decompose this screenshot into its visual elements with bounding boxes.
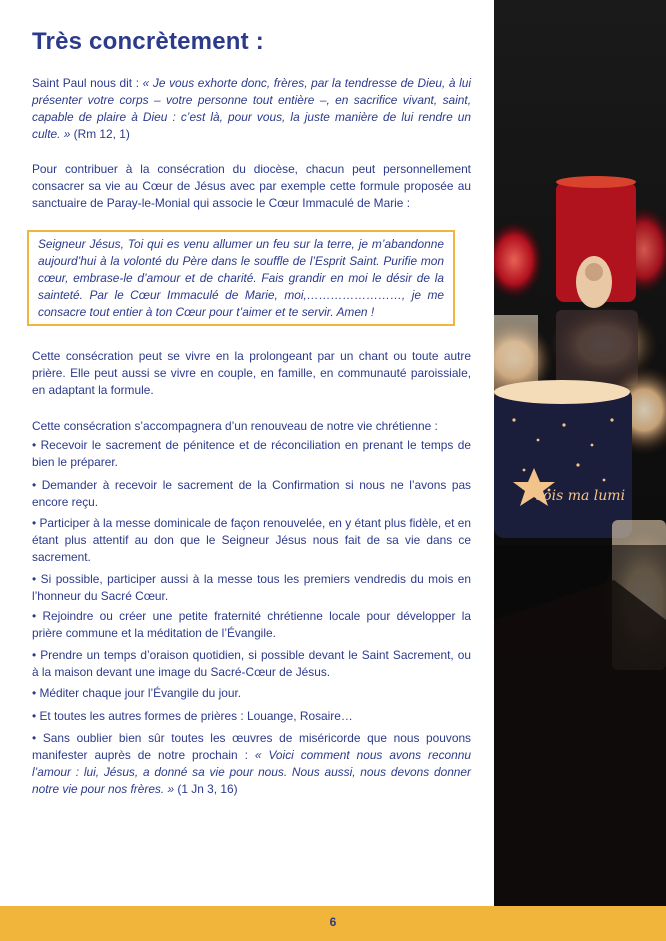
candles-photo <box>494 0 666 906</box>
bullet-item: • Prendre un temps d’oraison quotidien, si possible devant le Saint Sacrement, ou à la maison devant une image du Sacré-Cœur de Jésus. <box>32 648 471 679</box>
page-number: 6 <box>329 915 337 929</box>
intro-reference: (Rm 12, 1) <box>70 127 130 141</box>
prolong-paragraph: Cette consécration peut se vivre en la prolongeant par un chant ou toute autre prière. Elle peut aussi se vivre en couple, en famille, en communauté paroissiale, en adaptant la formule. <box>32 349 471 397</box>
intro-lead: Saint Paul nous dit : <box>32 76 143 90</box>
bullet-item: • Et toutes les autres formes de prières : Louange, Rosaire… <box>32 709 353 723</box>
prayer-box <box>27 230 455 326</box>
prayer-text: Seigneur Jésus, Toi qui es venu allumer un feu sur la terre, je m’abandonne aujourd’hui à la volonté du Père dans le souffle de l’Esprit Saint. Purifie mon cœur, embrase-le d’amour et de charité. Fais grandir en moi le désir de la sainteté. Par le Cœur Immaculé de Marie, moi,……………………, je me consacre tout entier à ton Cœur pour t’aimer et te servir. Amen ! <box>38 237 444 319</box>
last-bullet-lead: • Sans oublier bien sûr toutes les œuvres de miséricorde que nous pouvons manifester auprès de notre prochain : <box>32 731 471 762</box>
page-title: Très concrètement : <box>32 28 264 55</box>
consecration-paragraph: Pour contribuer à la consécration du diocèse, chacun peut personnellement consacrer sa vie au Cœur de Jésus avec par exemple cette formule proposée au sanctuaire de Paray-le-Monial qui associe le Cœur Immaculé de Marie : <box>32 162 471 210</box>
last-bullet-quote: « Voici comment nous avons reconnu l’amour : lui, Jésus, a donné sa vie pour nous. Nous aussi, nous devons donner notre vie pour nos frères. » <box>32 748 471 796</box>
bullet-item: • Demander à recevoir le sacrement de la Confirmation si nous ne l’avons pas encore reçu. <box>32 478 471 509</box>
bullet-item: • Si possible, participer aussi à la messe tous les premiers vendredis du mois en l’honneur du Sacré Cœur. <box>32 572 471 603</box>
renewal-intro: Cette consécration s’accompagnera d’un renouveau de notre vie chrétienne : <box>32 419 438 433</box>
bullet-item: • Méditer chaque jour l’Évangile du jour. <box>32 686 242 700</box>
candle-text: sois ma lumi <box>536 488 626 504</box>
last-bullet <box>32 730 471 798</box>
last-bullet-reference: (1 Jn 3, 16) <box>174 782 238 796</box>
bullet-item: • Rejoindre ou créer une petite fraternité chrétienne locale pour développer la prière commune et la méditation de l’Évangile. <box>32 609 471 640</box>
bullet-item: • Participer à la messe dominicale de façon renouvelée, en y étant plus fidèle, et en étant plus attentif au don que le Seigneur Jésus nous fait de sa vie dans ce sacrement. <box>32 516 471 564</box>
bullet-item: • Recevoir le sacrement de pénitence et de réconciliation en prenant le temps de bien le préparer. <box>32 438 471 469</box>
page-footer <box>0 906 666 941</box>
intro-paragraph <box>32 75 471 143</box>
intro-quote: « Je vous exhorte donc, frères, par la tendresse de Dieu, à lui présenter votre corps – votre personne tout entière –, en sacrifice vivant, saint, capable de plaire à Dieu : c’est là, pour vous, la juste manière de lui rendre un culte. » <box>32 76 471 141</box>
